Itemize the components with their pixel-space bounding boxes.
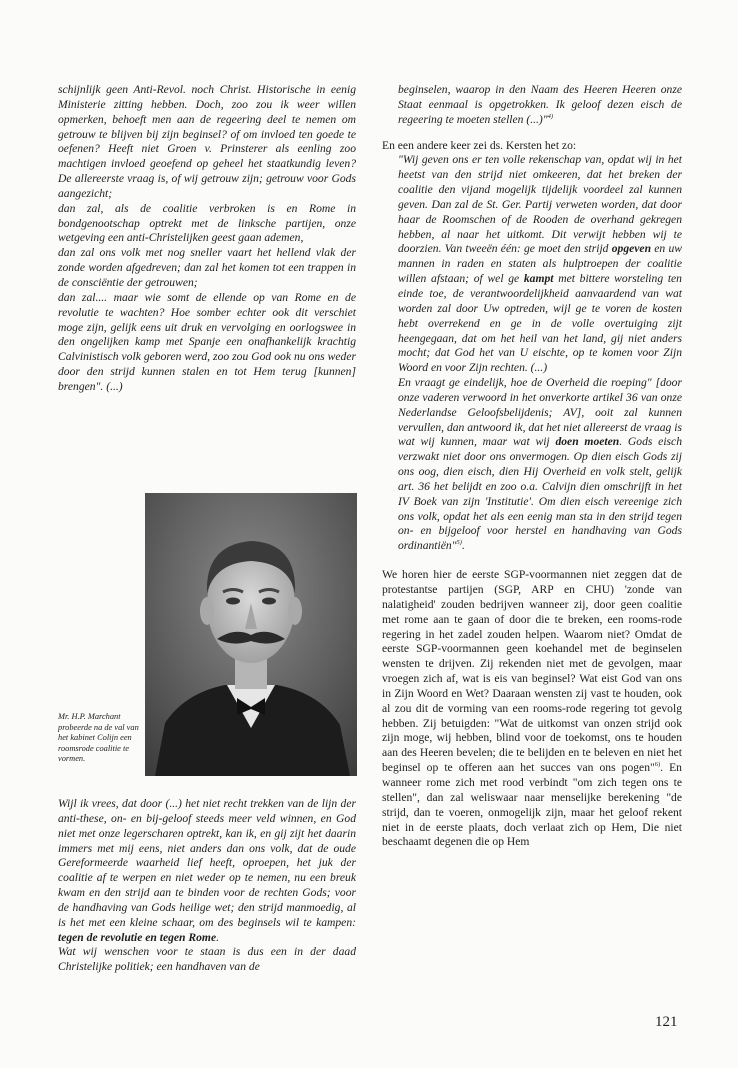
quote-text: En vraagt ge eindelijk, hoe de Overheid die roeping" [door onze vaderen verwoord in het onverkorte artikel 36 van onze Nederlandse Geloofsbelijdenis; AV], ooit zal kunnen vervullen, dan antwoord ik, dat het niet allereerst de vraag is wat wij kunnen, maar wat wij (398, 376, 682, 449)
left-column-upper (58, 83, 356, 395)
quote-text: . Gods eisch verzwakt niet door ons onvermogen. Op dien eisch Gods zij ons oog, dien eisch, dien Hij Overheid en volk stelt, gelijk art. 36 het belijdt en zoo o.a. Calvijn dien omschrijft in het IV Boek van zijn 'Institutie'. Om dien eisch vereenige zich ons volk, opdat het als een eenig man sta in den strijd tegen on- en bijgeloof voor herstel en handhaving van Gods ordinantiën" (398, 435, 682, 553)
quote-text: met bittere worsteling ten einde toe, de verantwoordelijkheid aanvaardend van wat worden zal door Uw optreden, wijl ge te voren de kosten hebt overrekend en ge in de volle overtuiging zijt heengegaan, dat om het heil van het land, gij niet anders mocht; dat God het van U eischte, op te komen voor Zijn Woord en voor Zijn rechten. (...) (398, 272, 682, 375)
photo-caption: Mr. H.P. Marchant probeerde na de val van het kabinet Colijn een roomsrode coalitie te vormen. (58, 712, 139, 764)
quote-text: . (461, 539, 465, 553)
quote-paragraph: dan zal, als de coalitie verbroken is en Rome in bondgenootschap optrekt met de linksche partijen, onze wetgeving een anti-Christelijken geest gaan ademen, (58, 201, 356, 245)
body-text: We horen hier de eerste SGP-voormannen niet zeggen dat de protestantse partijen (SGP, ARP en CHU) 'zonde van nalatigheid' zouden bedrijven wanneer zij, door geen coalitie met rome aan te gaan of door die te breken, een rooms-rode regering in het zadel zouden helpen. Waarom niet? Omdat de eerste SGP-voormannen geen koehandel met de beginselen wensten te drijven. Zij rekenden niet met de gevolgen, maar vroegen zich af, wat is eis van beginsel? Wat eist God van ons in Zijn Woord en Wet? Daaraan wensten zij vast te houden, ook al zou dit de vorming van een rooms-rode regering tot gevolg hebben. Zij betuigden: "Wat de uitkomst van onzen strijd ook zijn moge, wij hebben, blind voor de toekomst, ons te houden aan des Heeren bevelen; die te belijden en te beleven en niet het beginsel op te offeren aan het succes van ons pogen" (382, 568, 682, 775)
body-text: . En wanneer rome zich met rood verbindt "om zich tegen ons te stellen", dan zal weliswaar naar menselijke berekening "de strijd, dan te voeren, onmogelijk zijn, maar het geloof rekent niet in de eerste plaats, doch verlaat zich op Hem, Die niet beschaamt degenen die op Hem (382, 761, 682, 849)
body-paragraph (382, 568, 682, 850)
quote-paragraph: schijnlijk geen Anti-Revol. noch Christ. Historische in eenig Ministerie zitting hebben. Doch, zoo zou ik weer willen opmerken, behoeft men aan de regeering deel te nemen om getrouw te blijven bij zijn beginsel? of om invloed ten goede te oefenen? Heeft niet Groen v. Prinsterer als eenling zoo machtigen invloed geoefend op geheel het staatkundig leven? De allereerste vraag is, of wij getrouw zijn; getrouw voor Gods aangezicht; (58, 83, 356, 200)
footnote-ref: 4) (547, 112, 554, 120)
emphasis-text: kampt (523, 272, 554, 286)
quote-paragraph (382, 83, 682, 128)
quote-text: Wijl ik vrees, dat door (...) het niet recht trekken van de lijn der anti-these, on- en bij-geloof steeds meer veld winnen, en God niet met onze legerscharen optrekt, kan ik, en gij zijt het daarin immers met mij eens, niet anders dan ons volk, dat de oude Gereformeerde waarheid lief heeft, oproepen, het juk der coalitie af te werpen en niet weder op te nemen, nu een breuk kwam en den strijd aan te binden voor de rechten Gods; voor de handhaving van Gods heilige wet; den strijd manmoedig, al is het met een kleine schaar, om des beginsels wil te kampen: (58, 797, 356, 929)
emphasis-text: tegen de revolutie en tegen Rome (58, 930, 217, 944)
quote-paragraph: dan zal ons volk met nog sneller vaart het hellend vlak der zonde worden afgedreven; dan zal het komen tot een trappen in de consciëntie der getrouwen; (58, 246, 356, 289)
footnote-ref: 6) (654, 761, 661, 769)
quote-paragraph (382, 153, 682, 376)
quote-text: "Wij geven ons er ten volle rekenschap van, opdat wij in het heetst van den strijd niet omkeeren, dat het breken der coalitie den vijand mogelijk tijdelijk voordeel zal kunnen geven. Dan zal de St. Ger. Partij verweten worden, dat door haar de Roomschen of de Rooden de overhand gekregen hebben, al naar het uitkomt. Dit verwijt hebben wij te doorzien. Van tweeën één: ge moet den strijd (398, 153, 682, 256)
quote-text: . (216, 930, 220, 944)
quote-paragraph: Wat wij wenschen voor te staan is dus een in der daad Christelijke politiek; een handhaven van de (58, 945, 356, 974)
footnote-ref: 5) (456, 539, 462, 547)
quote-text: en uw mannen in raden en staten als hulptroepen der coalitie willen afstaan; of wel ge (398, 242, 682, 286)
quote-paragraph (382, 376, 682, 554)
left-column-lower (58, 797, 356, 975)
intro-sentence: En een andere keer zei ds. Kersten het zo: (382, 138, 577, 152)
portrait-photo (145, 493, 357, 776)
quote-text: beginselen, waarop in den Naam des Heeren Heeren onze Staat eenmaal is opgetrokken. Ik geloof dezen eisch de regeering te moeten stellen (...)" (398, 83, 682, 126)
quote-paragraph (58, 797, 356, 945)
page-number: 121 (655, 1014, 678, 1030)
quote-paragraph: dan zal.... maar wie somt de ellende op van Rome en de revolutie te wachten? Hoe somber echter ook dit verschiet moge zijn, gelijk eens uit druk en vervolging en oorlogswee in den ongelijken kamp met Spanje een onafhankelijk krachtig Calvinistisch volk geboren werd, zoo zou God ook nu ons weder door den strijd kunnen stalen en tot Hem terug [kunnen] brengen". (...) (58, 290, 356, 393)
emphasis-text: opgeven (611, 242, 652, 256)
emphasis-text: doen moeten (555, 435, 620, 449)
right-column (382, 83, 682, 850)
